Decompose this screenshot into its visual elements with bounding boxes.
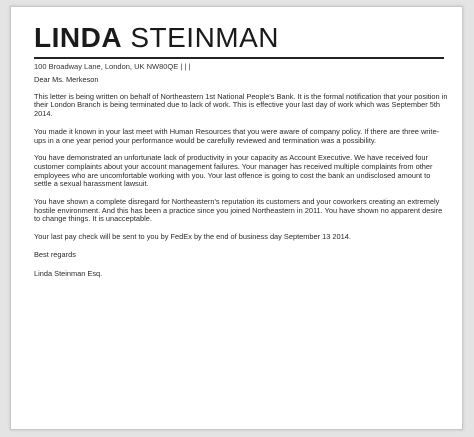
letter-paragraph-3: You have demonstrated an unfortunate lack of productivity in your capacity as Account Executive. We have received four customer complaints about your account management failures. Your manager has received multiple complaints from other employees who are uncomfortable working with you. Your last offence is going to cost the bank an undisclosed amount to settle a sexual harassment lawsuit. — [34, 153, 433, 189]
header-divider — [34, 57, 444, 59]
letter-paragraph-5: Your last pay check will be sent to you by FedEx by the end of business day September 13 2014. — [34, 232, 351, 242]
letter-signature: Linda Steinman Esq. — [34, 268, 103, 278]
letter-greeting: Dear Ms. Merkeson — [34, 75, 99, 84]
sender-name — [34, 21, 444, 55]
letter-paragraph-1: This letter is being written on behalf of Northeastern 1st National People's Bank. It is the formal notification that your position in their London Branch is being terminated due to lack of work. This is effective your last day of work which was September 5th 2014. — [34, 91, 448, 119]
letterhead — [34, 21, 444, 71]
letter-paragraph-2: You made it known in your last meet with Human Resources that you were aware of company policy. If there are three write-ups in a one year period your performance would be carefully reviewed and termination was a possibility. — [34, 126, 440, 145]
sender-first-name: LINDA — [34, 22, 123, 53]
letter-closing: Best regards — [34, 249, 76, 259]
sender-contact: 100 Broadway Lane, London, UK NW80QE | | | — [34, 62, 191, 71]
letter-body — [34, 76, 449, 287]
letter-paragraph-4: You have shown a complete disregard for Northeastern's reputation its customers and your coworkers creating an extremely hostile environment. And this has been a practice since you joined Northeastern in 2011. You have shown no apparent desire to change things. It is unacceptable. — [34, 197, 443, 224]
letter-page — [10, 6, 463, 430]
sender-last-name: STEINMAN — [130, 22, 280, 53]
